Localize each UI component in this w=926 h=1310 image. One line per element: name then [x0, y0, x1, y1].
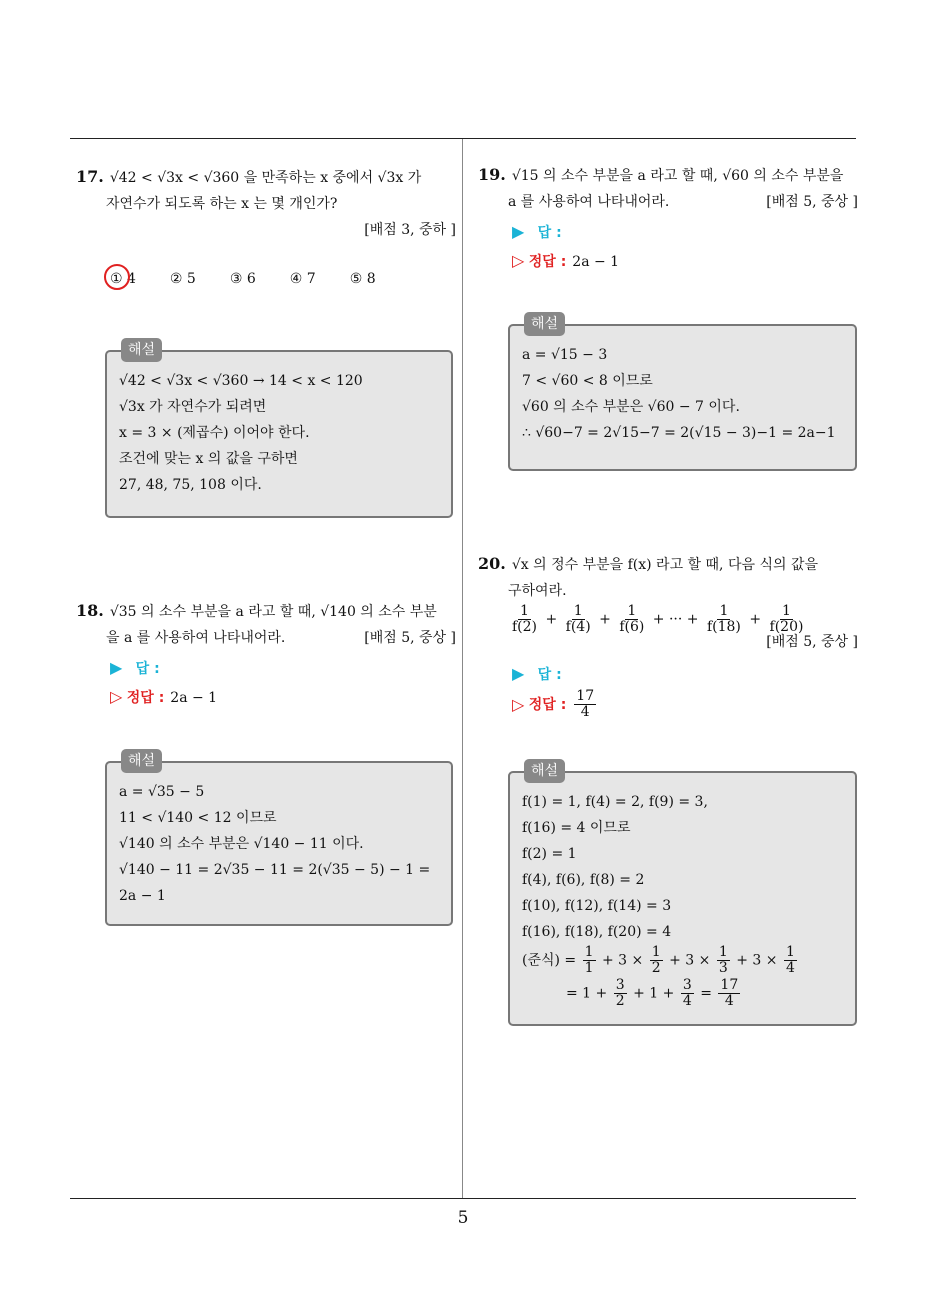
- answer-arrow-icon: ▶: [512, 222, 525, 241]
- top-rule: [70, 138, 856, 139]
- selected-circle-mark: [104, 264, 130, 290]
- solution-line: x = 3 × (제곱수) 이어야 한다.: [119, 425, 310, 441]
- choice-4[interactable]: ④ 7: [289, 271, 316, 287]
- solution-line: a = √15 − 3: [522, 347, 608, 363]
- correct-value: $\frac{17}{4}$: [576, 688, 595, 720]
- solution-tag: 해설: [121, 338, 162, 362]
- answer-label: 답 :: [537, 225, 562, 241]
- solution-line: f(2) = 1: [522, 846, 577, 862]
- solution-calc-line1: (준식) = $\frac{1}{1}$ + 3 × $\frac{1}{2}$ + 3 × $\frac{1}{3}$ + 3 × $\frac{1}{4}$: [522, 944, 795, 976]
- solution-line: 11 < √140 < 12 이므로: [119, 810, 277, 826]
- correct-label: 정답 :: [528, 696, 567, 713]
- question-20-expression: $\frac{1}{f(2)}$ + $\frac{1}{f(4)}$ + $\frac{1}{f(6)}$ + ··· + $\frac{1}{f(18)}$ + $\frac{1}{f(20)}$: [512, 603, 804, 635]
- solution-box-17: [105, 342, 453, 518]
- solution-line: 2a − 1: [119, 888, 166, 904]
- question-18: [76, 598, 456, 651]
- question-20-line1: √x 의 정수 부분을 f(x) 라고 할 때, 다음 식의 값을: [511, 557, 818, 573]
- answer-label: 답 :: [135, 661, 160, 677]
- solution-box-19: [508, 316, 857, 471]
- solution-line: f(4), f(6), f(8) = 2: [522, 872, 645, 888]
- answer-arrow-icon: ▶: [110, 658, 123, 677]
- correct-label: 정답 :: [126, 690, 165, 706]
- choice-list: [110, 266, 376, 292]
- solution-tag: 해설: [121, 749, 162, 773]
- solution-calc-line2: = 1 + $\frac{3}{2}$ + 1 + $\frac{3}{4}$ = $\frac{17}{4}$: [566, 977, 739, 1009]
- solution-line: a = √35 − 5: [119, 784, 205, 800]
- question-20: [478, 551, 858, 651]
- choice-3[interactable]: ③ 6: [229, 271, 256, 287]
- solution-line: f(10), f(12), f(14) = 3: [522, 898, 672, 914]
- question-number: 20.: [478, 554, 506, 573]
- solution-line: f(1) = 1, f(4) = 2, f(9) = 3,: [522, 794, 708, 810]
- score-label: [배점 3, 중하 ]: [364, 222, 456, 238]
- solution-line: 조건에 맞는 x 의 값을 구하면: [119, 451, 298, 467]
- question-19-line1: √15 의 소수 부분을 a 라고 할 때, √60 의 소수 부분을: [511, 168, 844, 184]
- score-label: [배점 5, 중상 ]: [766, 634, 858, 650]
- solution-line: f(16) = 4 이므로: [522, 820, 631, 836]
- answer-label: 답 :: [537, 667, 562, 683]
- question-18-line1: √35 의 소수 부분을 a 라고 할 때, √140 의 소수 부분: [109, 604, 437, 620]
- solution-line: 27, 48, 75, 108 이다.: [119, 477, 262, 493]
- correct-arrow-icon: ▷: [110, 687, 123, 706]
- solution-box-20: [508, 763, 857, 1026]
- question-17-line2: 자연수가 되도록 하는 x 는 몇 개인가?: [106, 196, 338, 212]
- correct-arrow-icon: ▷: [512, 251, 525, 270]
- solution-line: √60 의 소수 부분은 √60 − 7 이다.: [522, 399, 740, 415]
- solution-line: √3x 가 자연수가 되려면: [119, 399, 267, 415]
- answer-area-20: [512, 660, 598, 720]
- choice-1[interactable]: ① 4: [110, 266, 136, 292]
- answer-arrow-icon: ▶: [512, 664, 525, 683]
- answer-area-18: [110, 654, 217, 712]
- correct-value: 2a − 1: [170, 690, 218, 706]
- solution-line: √42 < √3x < √360 → 14 < x < 120: [119, 373, 363, 389]
- score-label: [배점 5, 중상 ]: [766, 194, 858, 210]
- page-number: 5: [457, 1208, 469, 1228]
- question-number: 18.: [76, 601, 104, 620]
- question-number: 19.: [478, 165, 506, 184]
- score-label: [배점 5, 중상 ]: [364, 630, 456, 646]
- correct-label: 정답 :: [528, 254, 567, 270]
- question-number: 17.: [76, 167, 104, 186]
- question-17: [76, 164, 456, 243]
- correct-value: 2a − 1: [572, 254, 620, 270]
- question-19: [478, 162, 858, 215]
- solution-box-18: [105, 753, 453, 926]
- solution-line: ∴ √60−7 = 2√15−7 = 2(√15 − 3)−1 = 2a−1: [522, 425, 836, 441]
- correct-arrow-icon: ▷: [512, 694, 525, 714]
- choice-2[interactable]: ② 5: [169, 271, 196, 287]
- solution-line: f(16), f(18), f(20) = 4: [522, 924, 672, 940]
- question-17-line1: 17. √42 < √3x < √360 을 만족하는 x 중에서 √3x 가: [76, 167, 422, 186]
- solution-tag: 해설: [524, 312, 565, 336]
- solution-line: 7 < √60 < 8 이므로: [522, 373, 653, 389]
- bottom-rule: [70, 1198, 856, 1199]
- question-20-line2: 구하여라.: [508, 583, 567, 599]
- solution-line: √140 의 소수 부분은 √140 − 11 이다.: [119, 836, 364, 852]
- question-19-line2: a 를 사용하여 나타내어라.: [508, 194, 670, 210]
- answer-area-19: [512, 218, 619, 276]
- solution-tag: 해설: [524, 759, 565, 783]
- question-18-line2: 을 a 를 사용하여 나타내어라.: [106, 630, 286, 646]
- column-divider: [462, 139, 463, 1198]
- solution-line: √140 − 11 = 2√35 − 11 = 2(√35 − 5) − 1 =: [119, 862, 431, 878]
- choice-5[interactable]: ⑤ 8: [349, 271, 376, 287]
